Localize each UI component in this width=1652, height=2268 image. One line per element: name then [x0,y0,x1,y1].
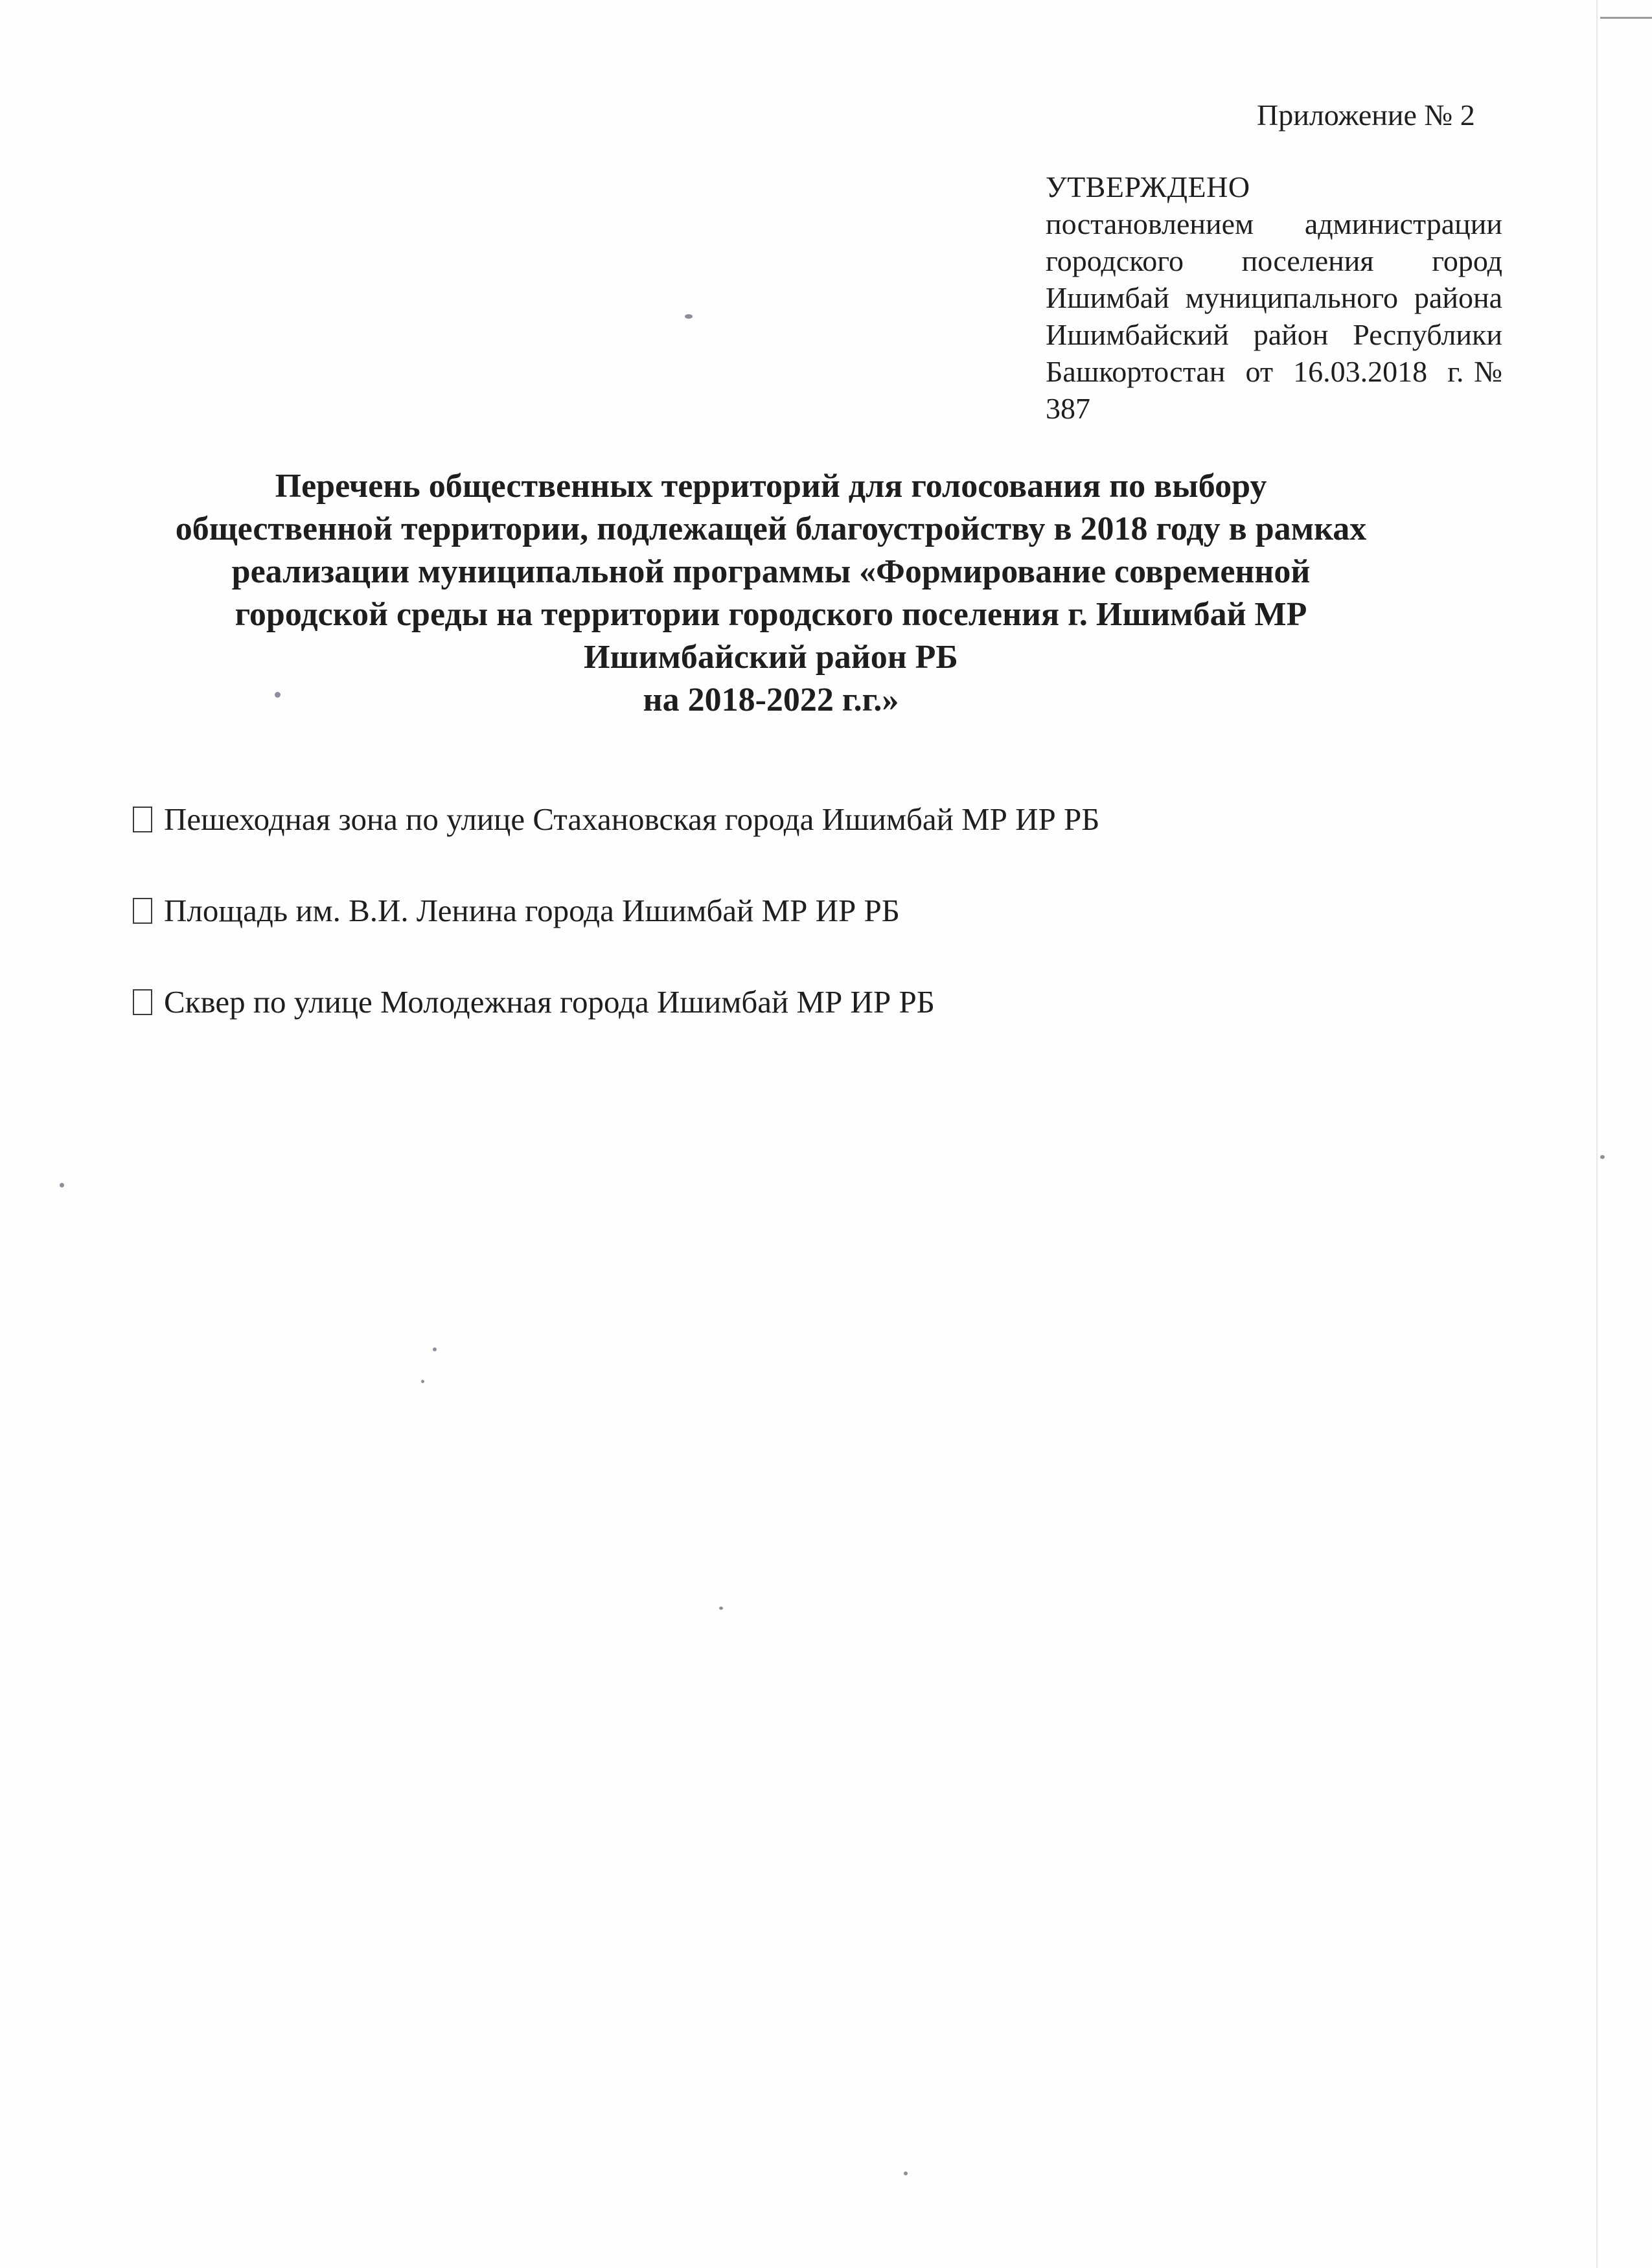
title-line: реализации муниципальной программы «Формирование современной [231,553,1311,590]
checkbox-icon [133,898,152,924]
checkbox-icon [133,989,152,1015]
scan-edge-line [1596,0,1598,2268]
checkbox-icon [133,807,152,832]
list-item [133,983,1099,1022]
scan-speck [685,314,693,319]
scan-speck [904,2171,908,2175]
territory-label: Площадь им. В.И. Ленина города Ишимбай МР ИР РБ [164,893,900,928]
scan-speck [60,1183,64,1187]
list-item [133,800,1099,839]
scan-speck [433,1347,437,1351]
approval-text: постановлением администрации городского поселения город Ишимбай муниципального района Ишимбайский район Республики Башкортостан от 16.03.2018 г.№ 387 [1046,207,1502,425]
territory-label: Сквер по улице Молодежная города Ишимбай МР ИР РБ [164,984,935,1020]
title-line: городской среды на территории городского поселения г. Ишимбай МР [235,596,1307,633]
title-line: Ишимбайский район РБ [584,639,958,676]
document-title [117,465,1425,722]
title-line: общественной территории, подлежащей благоустройству в 2018 году в рамках [175,510,1367,547]
scan-speck [719,1607,723,1610]
title-line: Перечень общественных территорий для голосования по выбору [275,468,1267,505]
approval-block [1046,168,1502,427]
scan-speck [1600,1155,1605,1159]
annex-number: Приложение № 2 [1257,98,1475,132]
scan-speck [421,1380,424,1383]
list-item [133,891,1099,930]
territory-label: Пешеходная зона по улице Стахановская города Ишимбай МР ИР РБ [164,801,1100,837]
scan-edge-mark [1600,17,1652,19]
approval-heading: УТВЕРЖДЕНО [1046,170,1250,203]
territory-list [133,800,1099,1074]
title-line: на 2018-2022 г.г.» [643,682,899,718]
